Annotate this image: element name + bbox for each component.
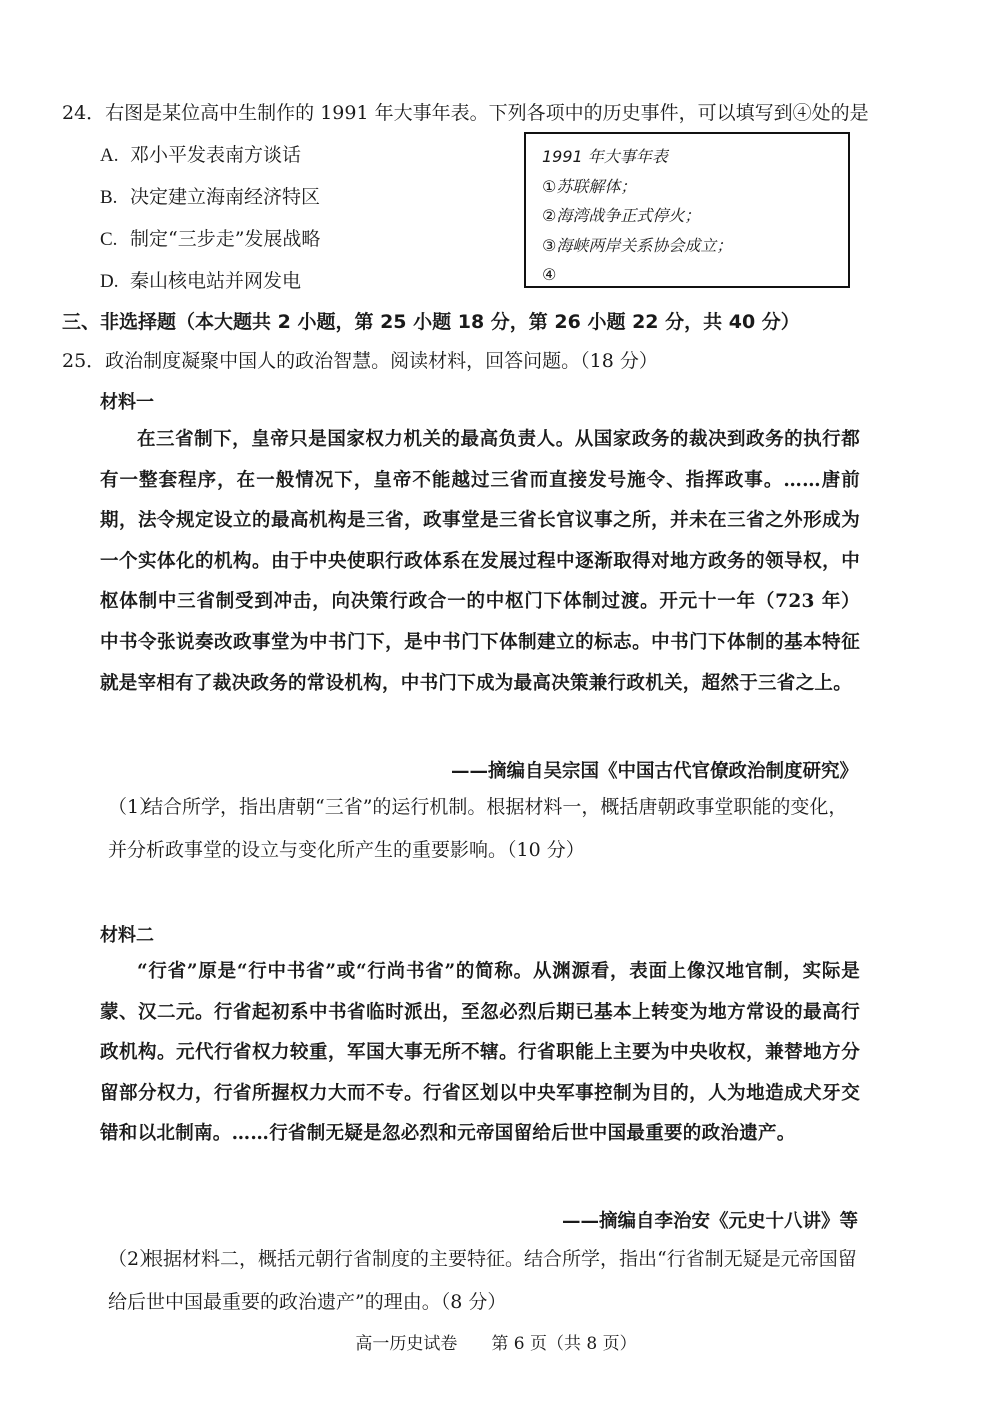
material-2-text: “行省”原是“行中书省”或“行尚书省”的简称。从渊源看，表面上像汉地官制，实际是蒙、汉二元。行省起初系中书省临时派出，至忽必烈后期已基本上转变为地方常设的最高行政机构。元代行省权力较重，军国大事无所不辖。行省职能上主要为中央收权，兼替地方分留部分权力，行省所握权力大而不专。行省区划以中央军事控制为目的，人为地造成犬牙交错和以北制南。……行省制无疑是忽必烈和元帝国留给后世中国最重要的政治遗产。: [100, 961, 860, 1145]
option-a: [100, 140, 301, 167]
events-table-item: ③海峡两岸关系协会成立；: [542, 235, 733, 255]
option-key: B.: [100, 187, 118, 208]
option-text: 邓小平发表南方谈话: [130, 144, 302, 166]
events-table-title: 1991 年大事年表: [542, 147, 668, 166]
events-table-1991: [524, 132, 850, 288]
question-number: （2）: [108, 1248, 159, 1270]
option-text: 决定建立海南经济特区: [130, 186, 321, 208]
option-c: [100, 224, 320, 251]
section-3-heading: 三、非选择题（本大题共 2 小题，第 25 小题 18 分，第 26 小题 22 分，共 40 分）: [62, 311, 800, 333]
material-2-source: ——摘编自李治安《元史十八讲》等: [561, 1211, 858, 1232]
material-1-text: 在三省制下，皇帝只是国家权力机关的最高负责人。从国家政务的裁决到政务的执行都有一整套程序，在一般情况下，皇帝不能越过三省而直接发号施令、指挥政事。……唐前期，法令规定设立的最高机构是三省，政事堂是三省长官议事之所，并未在三省之外形成为一个实体化的机构。由于中央使职行政体系在发展过程中逐渐取得对地方政务的领导权，中枢体制中三省制受到冲击，向决策行政合一的中枢门下体制过渡。开元十一年（723 年）中书令张说奏改政事堂为中书门下，是中书门下体制建立的标志。中书门下体制的基本特征就是宰相有了裁决政务的常设机构，中书门下成为最高决策兼行政机关，超然于三省之上。: [100, 429, 860, 694]
events-table-item: ①苏联解体；: [542, 176, 637, 196]
option-key: D.: [100, 271, 119, 292]
material-1-source: ——摘编自吴宗国《中国古代官僚政治制度研究》: [450, 761, 858, 782]
option-text: 制定“三步走”发展战略: [130, 228, 321, 250]
events-table-item: ④: [542, 265, 557, 284]
option-text: 秦山核电站并网发电: [130, 270, 302, 292]
question-text: 结合所学，指出唐朝“三省”的运行机制。根据材料一，概括唐朝政事堂职能的变化，并分析政事堂的设立与变化所产生的重要影响。（10 分）: [108, 796, 848, 861]
option-key: A.: [100, 145, 119, 166]
option-b: [100, 182, 320, 209]
question-text: 根据材料二，概括元朝行省制度的主要特征。结合所学，指出“行省制无疑是元帝国留给后世中国最重要的政治遗产”的理由。（8 分）: [108, 1248, 857, 1313]
question-25-2: [108, 1238, 860, 1324]
option-d: [100, 266, 301, 293]
events-table-item: ②海湾战争正式停火；: [542, 206, 701, 225]
option-key: C.: [100, 229, 118, 250]
question-25-stem: 25．政治制度凝聚中国人的政治智慧。阅读材料，回答问题。（18 分）: [62, 350, 658, 372]
page-footer: 高一历史试卷 第 6 页（共 8 页）: [355, 1334, 637, 1354]
material-1-label: 材料一: [100, 392, 154, 413]
question-24-stem: 24．右图是某位高中生制作的 1991 年大事年表。下列各项中的历史事件，可以填写到④处的是: [62, 102, 869, 124]
question-25-1: [108, 786, 860, 872]
material-2-label: 材料二: [100, 925, 154, 946]
question-number: （1）: [108, 796, 159, 818]
